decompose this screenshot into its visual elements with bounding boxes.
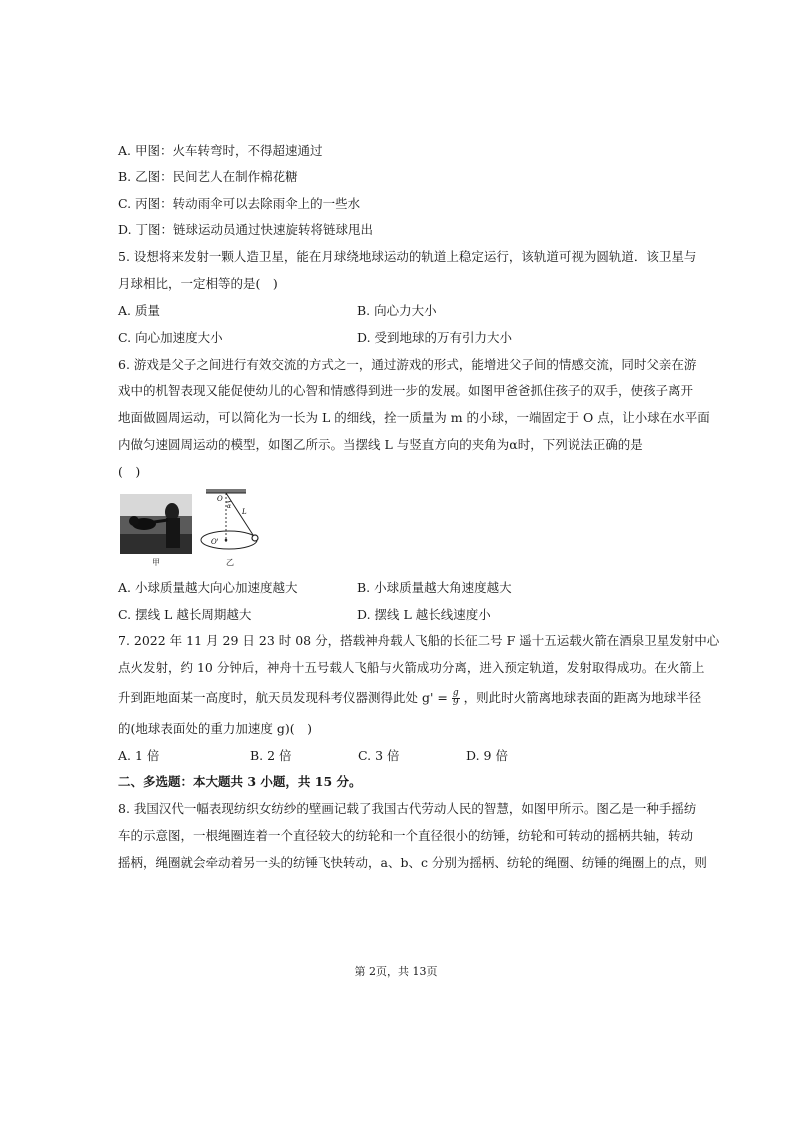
q7-stem-line1: 7. 2022 年 11 月 29 日 23 时 08 分，搭载神舟载人飞船的长征二号 F 遥十五运载火箭在酒泉卫星发射中心	[118, 633, 720, 648]
section-heading-multiple-choice: 二、多选题：本大题共 3 小题，共 15 分。	[118, 774, 362, 789]
figure-yi-conical-pendulum	[196, 488, 268, 558]
q8-stem-line1: 8. 我国汉代一幅表现纺织女纺纱的壁画记载了我国古代劳动人民的智慧，如图甲所示。图乙是一种手摇纺	[118, 801, 697, 816]
circular-path	[201, 531, 257, 549]
ceiling-support	[206, 489, 246, 493]
q5-option-b: B. 向心力大小	[357, 303, 437, 318]
q7-stem-line3	[118, 689, 701, 708]
label-O-prime: O'	[211, 538, 219, 546]
q7-stem-line3-part1: 升到距地面某一高度时，航天员发现科考仪器测得此处 g' =	[118, 690, 448, 705]
pendulum-ball	[252, 535, 258, 541]
figure-jia-caption: 甲	[152, 558, 160, 567]
q8-stem-line3: 摇柄，绳圈就会牵动着另一头的纺锤飞快转动，a、b、c 分别为摇柄、纺轮的绳圈、纺锤的绳圈上的点，则	[118, 855, 707, 870]
q7-stem-line2: 点火发射，约 10 分钟后，神舟十五号载人飞船与火箭成功分离，进入预定轨道，发射取得成功。在火箭上	[118, 660, 705, 675]
page-footer: 第 2页，共 13页	[354, 965, 438, 978]
fraction-numerator: g	[452, 688, 459, 698]
q5-option-d: D. 受到地球的万有引力大小	[357, 330, 513, 345]
q6-stem-line2: 戏中的机智表现又能促使幼儿的心智和情感得到进一步的发展。如图甲爸爸抓住孩子的双手，使孩子离开	[118, 383, 694, 398]
q7-option-b: B. 2 倍	[250, 748, 292, 763]
fraction-g-over-9	[452, 689, 460, 708]
q7-stem-line3-part2: ，则此时火箭离地球表面的距离为地球半径	[463, 690, 702, 705]
figure-yi-caption: 乙	[226, 558, 234, 567]
q6-option-b: B. 小球质量越大角速度越大	[357, 580, 512, 595]
label-L: L	[242, 508, 247, 516]
q7-option-a: A. 1 倍	[118, 748, 160, 763]
q6-option-c: C. 摆线 L 越长周期越大	[118, 607, 252, 622]
q4-option-a: A. 甲图：火车转弯时，不得超速通过	[118, 143, 323, 158]
center-point	[225, 539, 228, 542]
figure-jia-photo	[120, 494, 192, 554]
q6-stem-line1: 6. 游戏是父子之间进行有效交流的方式之一，通过游戏的形式，能增进父子间的情感交流，同时父亲在游	[118, 357, 697, 372]
q8-stem-line2: 车的示意图，一根绳圈连着一个直径较大的纺轮和一个直径很小的纺锤，纺轮和可转动的摇柄共轴，转动	[118, 828, 694, 843]
q6-stem-line3: 地面做圆周运动，可以简化为一长为 L 的细线，拴一质量为 m 的小球，一端固定于 O 点，让小球在水平面	[118, 410, 710, 425]
q6-option-a: A. 小球质量越大向心加速度越大	[118, 580, 298, 595]
fraction-denominator: 9	[452, 698, 459, 708]
q5-option-c: C. 向心加速度大小	[118, 330, 223, 345]
q7-stem-line4: 的(地球表面处的重力加速度 g)( )	[118, 721, 312, 736]
q6-stem-line5: ( )	[118, 464, 141, 479]
q6-stem-line4: 内做匀速圆周运动的模型，如图乙所示。当摆线 L 与竖直方向的夹角为α时，下列说法正确的是	[118, 437, 643, 452]
label-O: O	[217, 495, 223, 503]
q7-option-c: C. 3 倍	[358, 748, 400, 763]
q4-option-b: B. 乙图：民间艺人在制作棉花糖	[118, 169, 298, 184]
q5-stem-line2: 月球相比，一定相等的是( )	[118, 276, 278, 291]
q7-option-d: D. 9 倍	[466, 748, 508, 763]
label-alpha: α	[227, 503, 232, 510]
q5-option-a: A. 质量	[118, 303, 160, 318]
q4-option-d: D. 丁图：链球运动员通过快速旋转将链球甩出	[118, 222, 374, 237]
q5-stem-line1: 5. 设想将来发射一颗人造卫星，能在月球绕地球运动的轨道上稳定运行，该轨道可视为圆轨道．该卫星与	[118, 249, 697, 264]
q6-option-d: D. 摆线 L 越长线速度小	[357, 607, 491, 622]
q4-option-c: C. 丙图：转动雨伞可以去除雨伞上的一些水	[118, 196, 361, 211]
